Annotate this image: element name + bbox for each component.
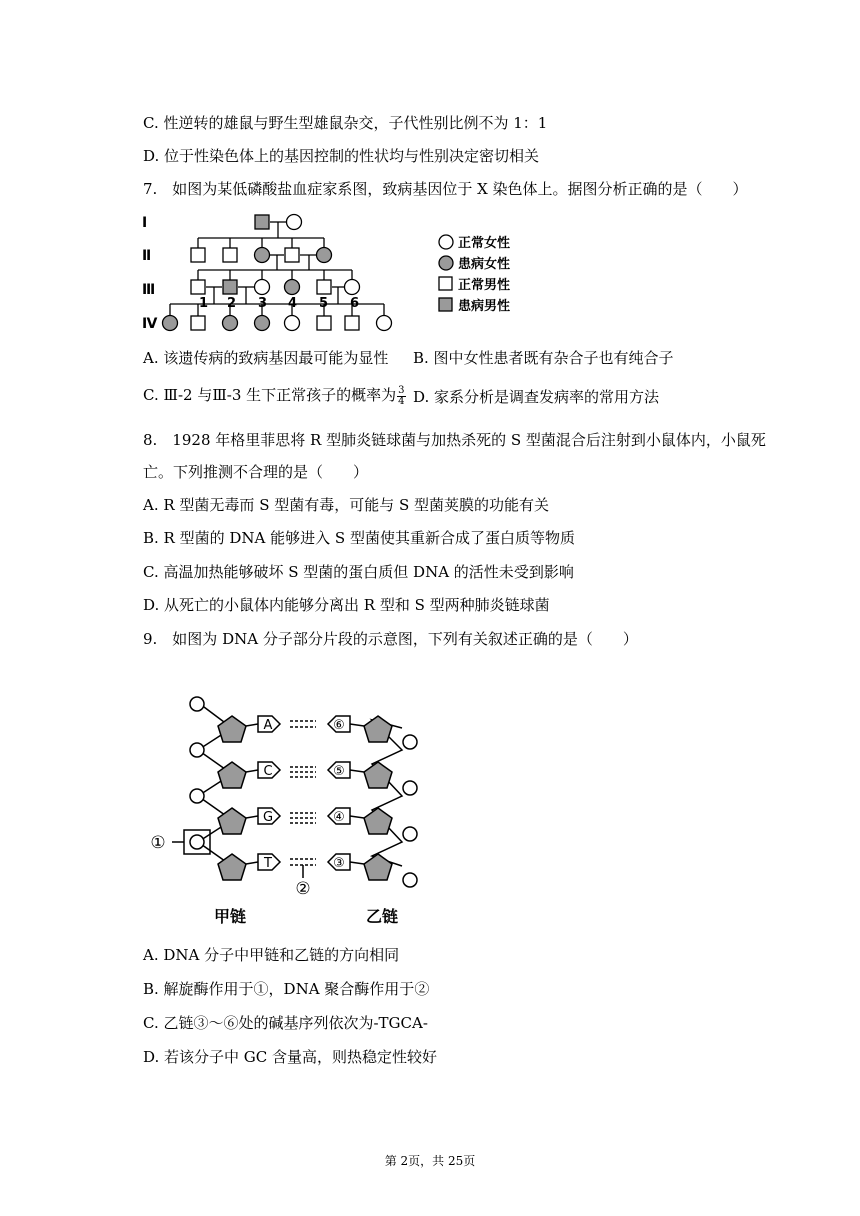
base-label: C [263, 764, 273, 779]
q8-option-b: B. R 型菌的 DNA 能够进入 S 型菌使其重新合成了蛋白质等物质 [143, 529, 575, 547]
q8-option-c: C. 高温加热能够破坏 S 型菌的蛋白质但 DNA 的活性未受到影响 [143, 563, 574, 581]
base-label: G [262, 810, 274, 825]
legend-normal-female: 正常女性 [458, 236, 511, 251]
legend-affected-male: 患病男性 [458, 299, 511, 314]
individual-number: 2 [227, 296, 237, 311]
strand-label-left: 甲链 [213, 907, 247, 926]
question-8-line-1: 8. 1928 年格里菲思将 R 型肺炎链球菌与加热杀死的 S 型菌混合后注射到小鼠体内，小鼠死 [143, 431, 766, 449]
base-label: T [264, 856, 272, 871]
base-label: ⑤ [333, 764, 345, 779]
individual-number: 4 [288, 296, 298, 311]
individual-number: 6 [350, 296, 360, 311]
label-2: ② [295, 879, 311, 899]
q7-option-c-text: C. Ⅲ-2 与Ⅲ-3 生下正常孩子的概率为 [143, 386, 397, 404]
dna-diagram [140, 692, 440, 932]
individual-number: 3 [258, 296, 268, 311]
generation-label: Ⅱ [142, 248, 152, 264]
option-c-prev: C. 性逆转的雄鼠与野生型雄鼠杂交，子代性别比例不为 1：1 [143, 114, 548, 132]
individual-number: 5 [319, 296, 329, 311]
fraction-numerator: 3 [398, 384, 405, 396]
q7-option-d: D. 家系分析是调查发病率的常用方法 [413, 388, 660, 406]
generation-label: Ⅰ [142, 215, 148, 231]
q7-option-a: A. 该遗传病的致病基因最可能为显性 [143, 349, 389, 367]
q9-option-a: A. DNA 分子中甲链和乙链的方向相同 [143, 946, 400, 964]
fraction [397, 386, 405, 407]
base-label: ④ [333, 810, 345, 825]
generation-label: Ⅳ [142, 316, 158, 332]
legend-affected-female: 患病女性 [458, 257, 511, 272]
individual-number: 1 [199, 296, 209, 311]
q9-option-b: B. 解旋酶作用于①，DNA 聚合酶作用于② [143, 980, 430, 998]
question-9: 9. 如图为 DNA 分子部分片段的示意图，下列有关叙述正确的是（ ） [143, 630, 638, 648]
q8-option-a: A. R 型菌无毒而 S 型菌有毒，可能与 S 型菌荚膜的功能有关 [143, 496, 550, 514]
generation-label: Ⅲ [142, 282, 156, 298]
q9-option-c: C. 乙链③～⑥处的碱基序列依次为-TGCA- [143, 1014, 428, 1032]
legend-normal-male: 正常男性 [458, 278, 511, 293]
q8-option-d: D. 从死亡的小鼠体内能够分离出 R 型和 S 型两种肺炎链球菌 [143, 596, 550, 614]
base-label: A [263, 718, 273, 733]
label-1: ① [150, 833, 166, 853]
q7-option-b: B. 图中女性患者既有杂合子也有纯合子 [413, 349, 674, 367]
q9-option-d: D. 若该分子中 GC 含量高，则热稳定性较好 [143, 1048, 438, 1066]
strand-label-right: 乙链 [365, 907, 399, 926]
question-7: 7. 如图为某低磷酸盐血症家系图，致病基因位于 X 染色体上。据图分析正确的是（ ） [143, 180, 748, 198]
fraction-denominator: 4 [398, 395, 405, 407]
q7-option-c [143, 384, 407, 407]
option-d-prev: D. 位于性染色体上的基因控制的性状均与性别决定密切相关 [143, 147, 540, 165]
base-label: ⑥ [333, 718, 345, 733]
base-label: ③ [333, 856, 345, 871]
page-footer: 第 2页，共 25页 [384, 1154, 476, 1168]
pedigree-chart [140, 208, 540, 333]
question-8-line-2: 亡。下列推测不合理的是（ ） [143, 463, 369, 481]
